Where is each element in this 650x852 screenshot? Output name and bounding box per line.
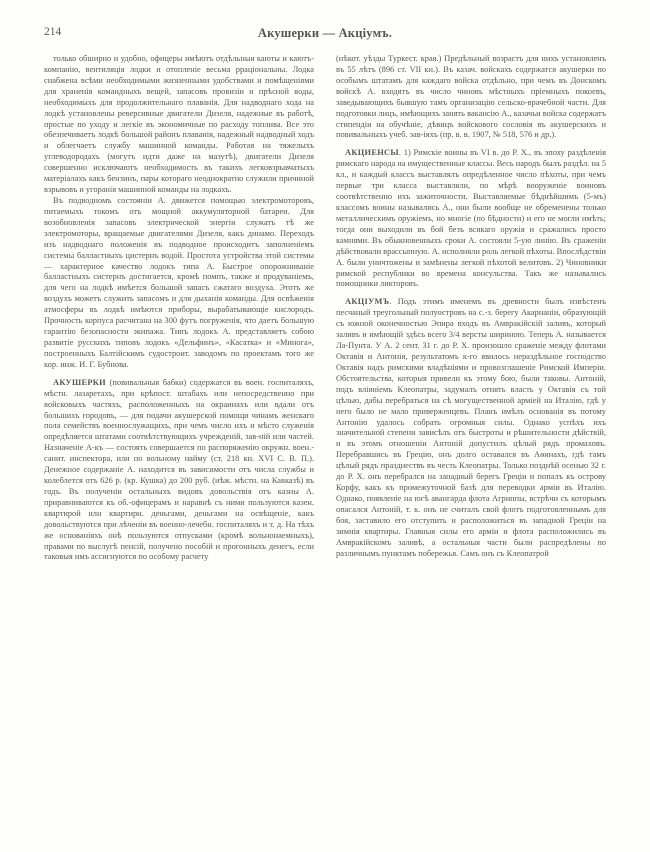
dictionary-entry-akusherki: АКУШЕРКИ (повивальныя бабки) содержатся въ воен. госпиталяхъ, мѣстн. лазаретахъ, при крѣпост. штабахъ или непосредственно при войсковыхъ частяхъ, расположенныхъ на окраинахъ или вдали отъ большихъ городовъ, — для подачи акушерской помощи чинамъ женскаго пола семействъ военнослужащихъ, при чемъ число ихъ и мѣсто служенія опредѣляется штатами соотвѣтствующихъ учрежденій, зав-ній или частей. Назначеніе А-къ — состоять совершается по распоряженію окружн. воен.-санит. инспектора, или по вольному найму (ст. 218 кн. XVI С. В. П.). Денежное содержаніе А. находится въ зависимости отъ числа службы и колеблется отъ 626 р. (кр. Кушка) до 200 руб. (иѣж. мѣстн. на Кавказѣ) въ годъ. Въ полученіи остальныхъ видовъ довольствія отъ казны А. приравниваются къ об.-офицерамъ и наравнѣ съ ними пользуются казен. квартирой или квартирн. деньгами, деньгами на освѣщеніе, какъ довольствуются при лѣченіи въ военно-лечебн. госпиталяхъ и т. д. На тѣхъ же основаніяхъ онѣ пользуются отпусками (кромѣ вольнонаемныхъ), правами по выслугѣ пенсій, получено пособій и прогонныхъ денегъ, если таковыя имъ ассигнуются по особому расчету (44, 377, 314, 562)
paragraph: только обширно и удобно, офицеры имѣютъ отдѣльныя каюты и каютъ-компанію, вентиляція лодки и отопленіе весьма рраціональны. Лодка снабжена всѣми необходимыми жизненными удобствами и помѣщеніями для храненія командныхъ вещей, запасовъ провизіи и прѣсной воды, необходимыхъ для продолжительнаго плаванія. Для надводнаго хода на лодкѣ установлены реверсивные двигатели Дизеля, надежные въ работѣ, простые по уходу и легкіе въ экономичные по расходу топлива. Все это обезпечиваетъ лодкѣ большой районъ плаванія, надежный надводный ходъ и облегчаетъ службу машинной команды. Работая на тяжелыхъ углеводородахъ (могутъ идти даже на мазутѣ), двигатели Дизеля совершенно исключаютъ необходимость въ такихъ легковзрывчатыхъ матеріалахъ какъ бензинъ, пары котораго неоднократно служили причиной взрывовъ и угоранія машинной команды на лодкахъ. (44, 54, 314, 195)
dictionary-entry-akcium: АКЦІУМЪ. Подъ этимъ именемъ въ древности былъ извѣстенъ песчаный треугольный полуостровъ на с.-з. берегу Акарнаніи, образующій съ южной оконечностью Эпира входъ въ Амвракійскій заливъ, который заливъ и имѣющій здѣсь всего 3/4 версты шириною. Теперь А. называется Ла-Пунта. У А. 2 сент. 31 г. до Р. Х. произошло сраженіе между флотами Октавія и Антонія, результатомъ к-го явилось нераздѣльное господство Октавія надъ римскими владѣніями и провозглашеніе Римской Имперіи. Обстоятельства, которыя привели къ этому бою, были таковы. Антоній, подъ вліяніемъ Клеопатры, задумалъ отнять власть у Октавія съ той цѣлью, дабы перебраться на сѣ могущественной армiей на Италiю, гдѣ у него было не мало приверженцевъ. Планъ имѣлъ основанія въ потому Антонію удалось собрать огромныя силы. Однако успѣхъ ихъ значительной степени зависѣлъ отъ быстроты и рѣшительности дѣйствій, и въ этомъ отношеніи Антоній допустилъ цѣлый рядъ промаховъ. Перебравшись въ Грецію, онъ долго оставался въ Аѳинахъ, гдѣ тамъ цѣлый рядъ празднествъ въ честь Клеопатры. Только позднѣй осенью 32 г. до Р. Х. онъ перебрался на западный берегъ Греціи и попалъ къ острову Корфу, какъ къ промежуточной базѣ для переводки арміи въ Италію. Однако, появленіе на югѣ авангарда флота Агриппы, встрѣчи съ которымъ опасался Антоній, т. к. онъ не считалъ свой флотъ подготовленнымъ для боя, заставило его отступить и расположиться въ западной Греціи на зимнія квартиры. Главныя силы его арміи и флота расположились въ Амвракійскомъ заливѣ, а остальныя части были распредѣлены по различнымъ пунктамъ побережья. Самъ онъ съ Клеопатрой (336, 297, 606, 558)
entry-headword: АКУШЕРКИ (53, 377, 106, 387)
column-left (44, 54, 314, 844)
paragraph: (нѣкот. уѣзды Туркест. края.) Предѣльный возрастъ для нихъ установленъ въ 55 лѣтъ (896 ст. VII кн.). Въ казач. войскахъ содержатся акушерки по особымъ штатамъ для каждаго войска отдѣльно, при чемъ въ Донскомъ войскѣ А. входятъ въ число чиновъ мѣстныхъ прiемныхъ покоевъ, заведывающихъ бывшую тамъ организацію сельско-врачебной части. Для подготовки лицъ, имѣющихъ занять вакансію А., казачьи войска содержатъ стипендіи на обучѣніе, дѣвицъ войскового сословія въ акушерскихъ и повивальныхъ учеб. зав-іяхъ (пр. в. в. 1907, № 518, 576 и др.). (336, 54, 606, 140)
text-columns (44, 54, 606, 844)
entry-headword: АКЦІУМЪ (345, 297, 390, 307)
running-title: Акушерки — Акціумъ. (257, 26, 393, 40)
dictionary-entry-akciensy: АКЦИЕНСЫ. 1) Римскіе воины въ VI в. до Р. Х., въ эпоху раздѣленія римскаго народа на имущественные классы. Весь народъ былъ раздѣл. на 5 кл., и каждый классъ выставлялъ опредѣленное число пѣхоты, при чемъ первые три класса выставляли, по мѣрѣ вооруженіе воиновъ соотвѣтственно ихъ зажиточности. Выставляемые бѣднѣйшимъ (5-мъ) классомъ воины назывались А., они были вообще не обременены только металлическимъ оружіемъ, но многіе (по бѣдности) и его не могли имѣть; тогда они выходили въ бой безъ всякаго оружія и сражались просто камнями. Въ обыкновенныхъ сроки А. состояли 5-ую линію. Въ сраженіи дѣйствовали врассыпную. А. исполняли роль легкой пѣхоты. Впослѣдствіи А. были уничтожены и замѣнены легкой пѣхотой велитовъ. 2) Чиновники римской республики во времена консульства. Такъ же назывались помощники ликторовъ. (336, 148, 606, 289)
paragraph: Въ подводномъ состояніи А. движется помощью электромоторовъ, питаемыхъ токомъ отъ мощной аккумуляторной батареи. Для возобновленія запасовъ электрической энергіи служатъ тѣ же электромоторы, вращаемые двигателями Дизеля, какъ динамо. Переходъ изъ надводнаго положенія въ подводное происходитъ заполненіемъ системы балластныхъ цистернъ водой. Простота устройства этой системы — характерное качество лодокъ типа А. Быстрое опорожниваніе балластныхъ систернъ достигается, кромѣ помпъ, также и продуваніемъ, для чего на лодкѣ имѣется большой запасъ сжатаго воздуха. Этотъ же воздухъ можетъ служить запасомъ и для дыханія команды. Для освѣженія атмосферы въ лодкѣ имѣются приборы, вырабатывающіе кислородъ. Прочность корпуса расчитана на 300 футъ погруженія, что даетъ большую гарантію безопасности экипажа. Типъ лодокъ А. представляетъ собою развитіе русскихъ типовъ лодокъ «Дельфинъ», «Касатка» и «Минога», построенныхъ Балтійскимъ судостроит. заводомъ по проектамъ того же кор. инж. И. Г. Бубнова. (44, 195, 314, 369)
column-right (336, 54, 606, 844)
page-number: 214 (44, 26, 62, 38)
entry-headword: АКЦИЕНСЫ (345, 148, 399, 158)
page-header (44, 26, 606, 48)
